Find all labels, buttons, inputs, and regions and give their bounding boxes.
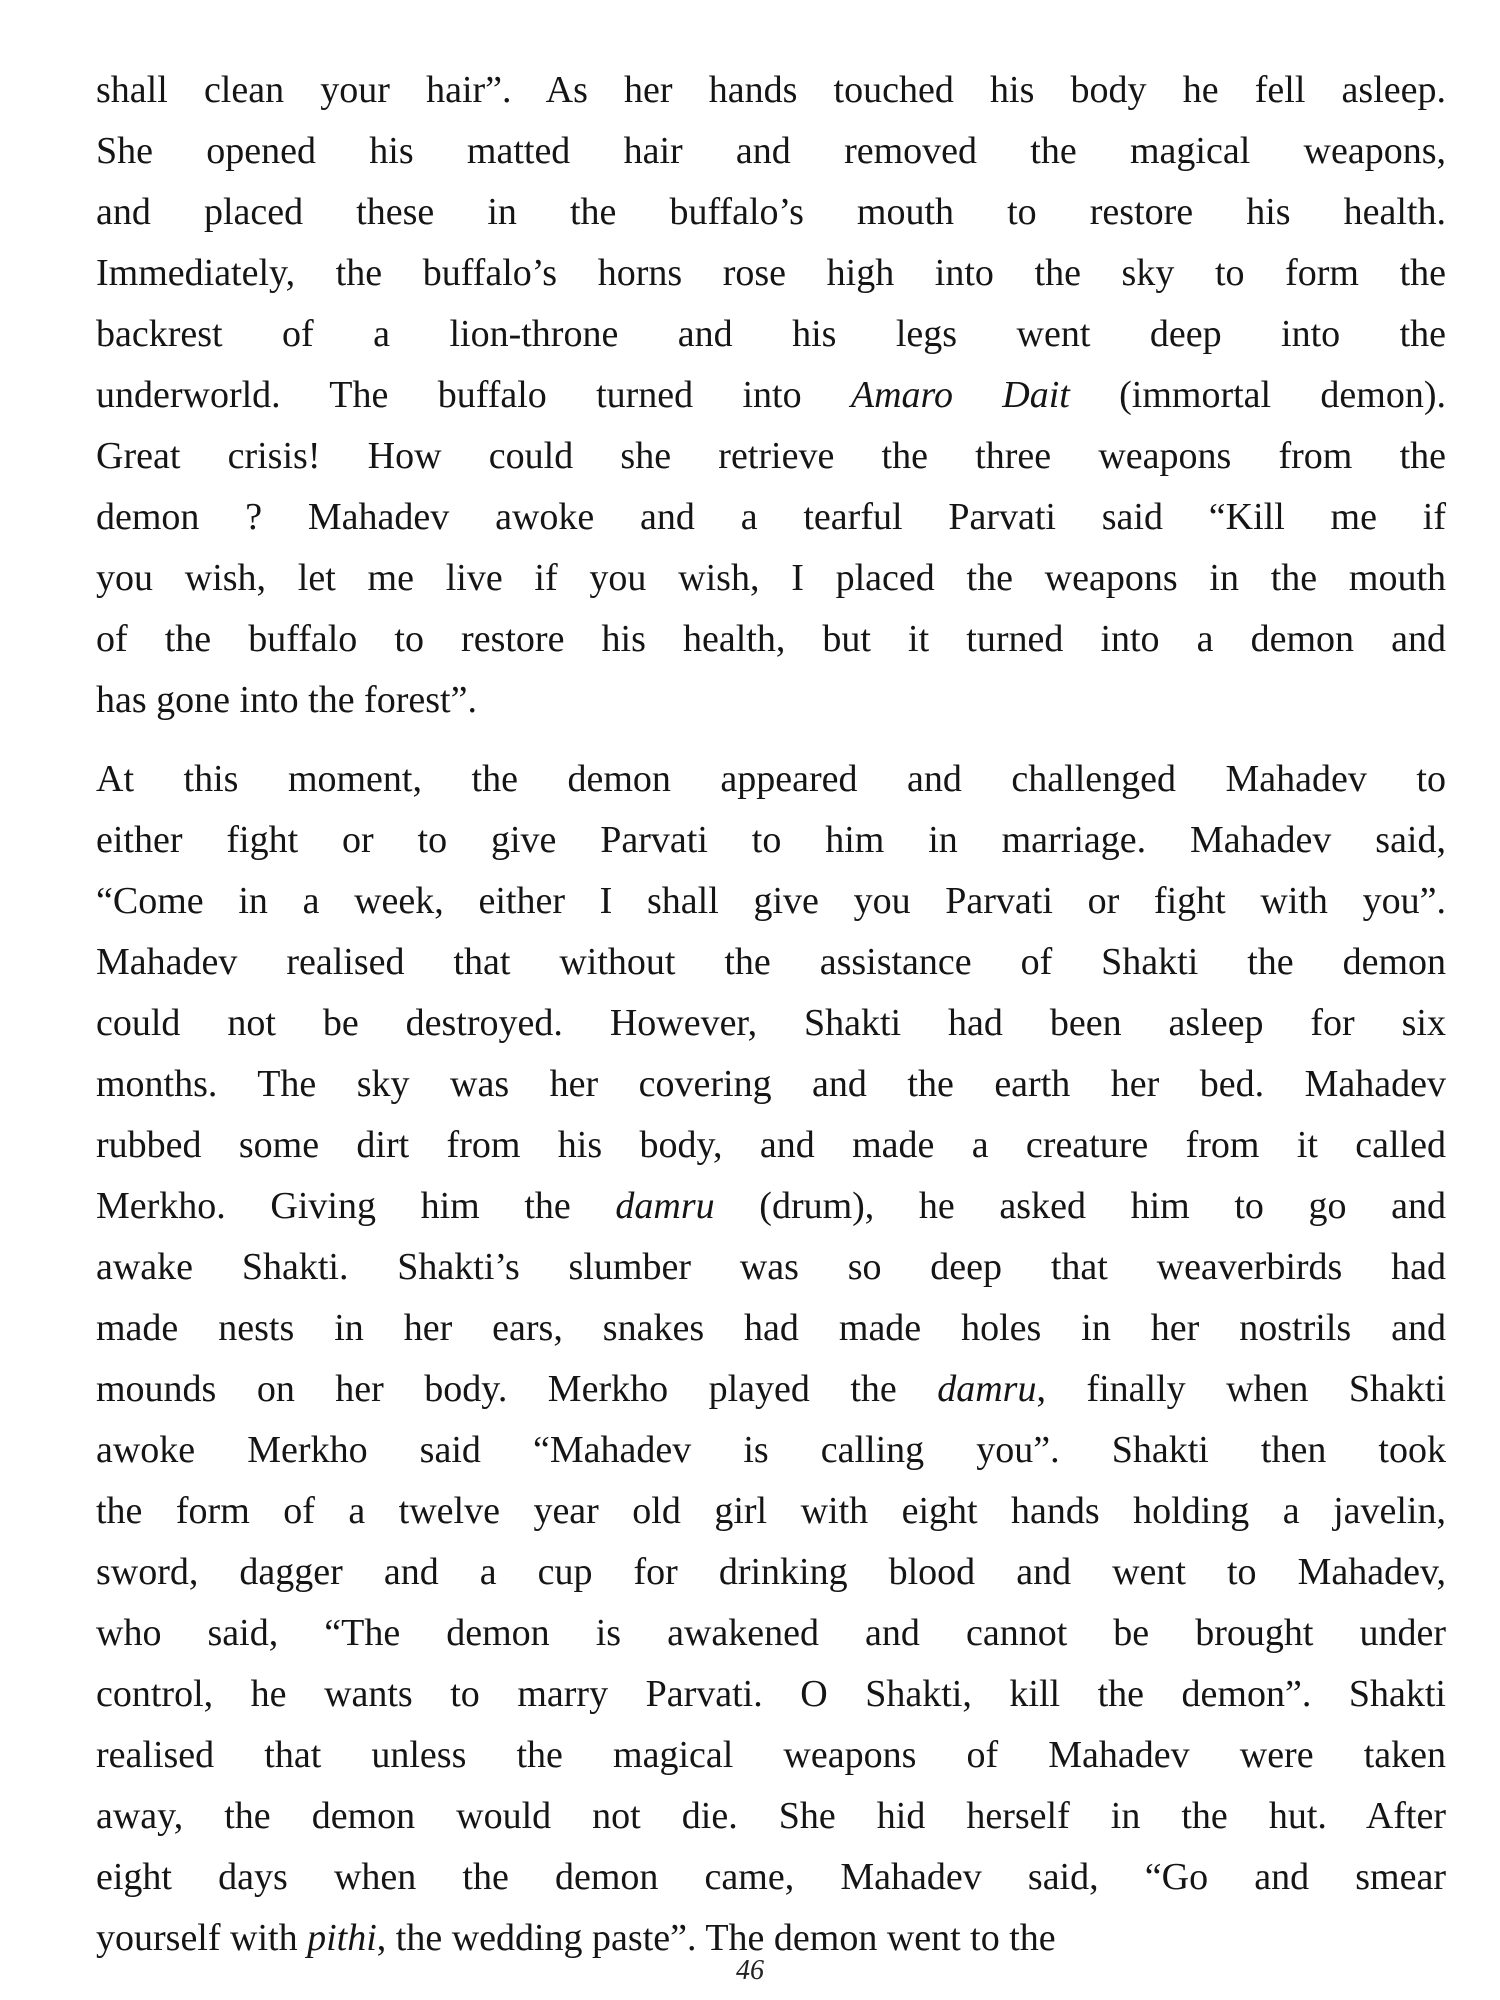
text-line bbox=[96, 810, 1446, 871]
text-run: yourself with bbox=[96, 1917, 308, 1959]
text-run: , the wedding paste”. The demon went to the bbox=[376, 1917, 1056, 1959]
text-run: could not be destroyed. However, Shakti had been asleep for six bbox=[96, 1002, 1446, 1044]
text-run: demon ? Mahadev awoke and a tearful Parvati said “Kill me if bbox=[96, 496, 1446, 538]
text-run: mounds on her body. Merkho played the bbox=[96, 1368, 938, 1410]
text-line bbox=[96, 1176, 1446, 1237]
text-line bbox=[96, 1847, 1446, 1908]
text-line bbox=[96, 1359, 1446, 1420]
italic-term: pithi bbox=[307, 1917, 377, 1959]
text-run: backrest of a lion-throne and his legs went deep into the bbox=[96, 313, 1446, 355]
text-line bbox=[96, 304, 1446, 365]
text-run: the form of a twelve year old girl with eight hands holding a javelin, bbox=[96, 1490, 1446, 1532]
text-line bbox=[96, 993, 1446, 1054]
text-run: rubbed some dirt from his body, and made a creature from it called bbox=[96, 1124, 1446, 1166]
text-run: either fight or to give Parvati to him in marriage. Mahadev said, bbox=[96, 819, 1446, 861]
text-run: Great crisis! How could she retrieve the three weapons from the bbox=[96, 435, 1446, 477]
text-run: and placed these in the buffalo’s mouth to restore his health. bbox=[96, 191, 1446, 233]
paragraph-2 bbox=[96, 749, 1446, 1969]
text-run: realised that unless the magical weapons of Mahadev were taken bbox=[96, 1734, 1446, 1776]
text-line bbox=[96, 182, 1446, 243]
text-line bbox=[96, 670, 1446, 731]
page-number: 46 bbox=[736, 1955, 764, 1986]
text-run: eight days when the demon came, Mahadev said, “Go and smear bbox=[96, 1856, 1446, 1898]
text-run: awake Shakti. Shakti’s slumber was so deep that weaverbirds had bbox=[96, 1246, 1446, 1288]
text-run: months. The sky was her covering and the earth her bed. Mahadev bbox=[96, 1063, 1446, 1105]
text-run: awoke Merkho said “Mahadev is calling you”. Shakti then took bbox=[96, 1429, 1446, 1471]
text-run: underworld. The buffalo turned into bbox=[96, 374, 851, 416]
text-line bbox=[96, 121, 1446, 182]
text-line bbox=[96, 749, 1446, 810]
italic-term: Amaro Dait bbox=[850, 374, 1070, 416]
text-run: At this moment, the demon appeared and challenged Mahadev to bbox=[96, 758, 1446, 800]
text-line bbox=[96, 1298, 1446, 1359]
text-line bbox=[96, 871, 1446, 932]
text-run: (drum), he asked him to go and bbox=[714, 1185, 1446, 1227]
page-body bbox=[96, 60, 1446, 1969]
text-line bbox=[96, 1115, 1446, 1176]
text-line bbox=[96, 60, 1446, 121]
text-line bbox=[96, 932, 1446, 993]
text-run: of the buffalo to restore his health, but it turned into a demon and bbox=[96, 618, 1446, 660]
text-line bbox=[96, 1054, 1446, 1115]
text-run: Merkho. Giving him the bbox=[96, 1185, 616, 1227]
text-run: sword, dagger and a cup for drinking blood and went to Mahadev, bbox=[96, 1551, 1446, 1593]
text-run: control, he wants to marry Parvati. O Shakti, kill the demon”. Shakti bbox=[96, 1673, 1446, 1715]
text-run: away, the demon would not die. She hid herself in the hut. After bbox=[96, 1795, 1446, 1837]
text-run: Immediately, the buffalo’s horns rose high into the sky to form the bbox=[96, 252, 1446, 294]
text-run: , finally when Shakti bbox=[1036, 1368, 1447, 1410]
text-run: (immortal demon). bbox=[1069, 374, 1447, 416]
text-line bbox=[96, 1603, 1446, 1664]
text-run: shall clean your hair”. As her hands touched his body he fell asleep. bbox=[96, 69, 1446, 111]
text-line bbox=[96, 243, 1446, 304]
italic-term: damru bbox=[615, 1185, 715, 1227]
text-line bbox=[96, 1542, 1446, 1603]
text-run: who said, “The demon is awakened and cannot be brought under bbox=[96, 1612, 1446, 1654]
text-line bbox=[96, 1664, 1446, 1725]
text-line bbox=[96, 426, 1446, 487]
text-line bbox=[96, 1725, 1446, 1786]
text-run: “Come in a week, either I shall give you Parvati or fight with you”. bbox=[96, 880, 1446, 922]
text-line bbox=[96, 1420, 1446, 1481]
text-run: you wish, let me live if you wish, I placed the weapons in the mouth bbox=[96, 557, 1446, 599]
text-run: has gone into the forest”. bbox=[96, 679, 477, 721]
italic-term: damru bbox=[937, 1368, 1037, 1410]
text-line bbox=[96, 1237, 1446, 1298]
text-line bbox=[96, 487, 1446, 548]
text-line bbox=[96, 548, 1446, 609]
text-line bbox=[96, 365, 1446, 426]
text-line bbox=[96, 609, 1446, 670]
text-run: She opened his matted hair and removed the magical weapons, bbox=[96, 130, 1446, 172]
text-run: made nests in her ears, snakes had made holes in her nostrils and bbox=[96, 1307, 1446, 1349]
text-line bbox=[96, 1481, 1446, 1542]
text-run: Mahadev realised that without the assistance of Shakti the demon bbox=[96, 941, 1446, 983]
text-line bbox=[96, 1786, 1446, 1847]
paragraph-1 bbox=[96, 60, 1446, 731]
